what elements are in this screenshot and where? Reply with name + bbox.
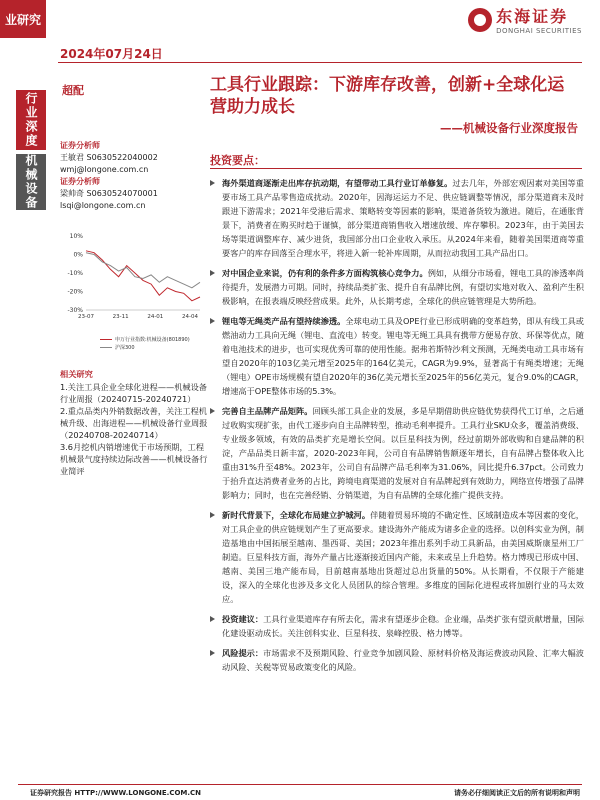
logo-mark-icon — [468, 8, 492, 32]
report-title: 工具行业跟踪：下游库存改善，创新+全球化运营助力成长 — [210, 75, 565, 117]
key-point: 海外渠道商逐渐走出库存抗动期，有望带动工具行业订单修复。过去几年，外部宏观因素对美国等重要市场工具产品零售造成扰动。2020年，因海运运力不足、供应链调整等情况，部分渠道商未及时跟进下游需求；2021年受港后需求、策略转变等因素的影响，渠道备货较为激进。随后，在通胀背景下，消费者在购买时趋于谨慎，部分渠道商销售收入增速放缓、库存攀积。2023年，由于美国去场等渠道调整库存、减少进货，我国部分出口企业收入承压。从2024年来看，随着美国渠道商等重要客户的库存回落至合理水平，将进入新一轮补库周期，从而拉动我国工具产品出口。 — [210, 176, 584, 260]
performance-chart — [60, 228, 205, 358]
key-point: 风险提示：市场需求不及预期风险、行业竞争加剧风险、原材料价格及海运费波动风险、汇率大幅波动风险、关税等贸易政策变化的风险。 — [210, 646, 584, 674]
analyst-role: 证券分析师 — [60, 141, 100, 150]
key-points-divider — [210, 168, 582, 169]
y-tick-label: -30% — [67, 307, 83, 314]
left-side-band — [16, 90, 46, 230]
y-tick-label: 10% — [69, 233, 83, 240]
industry-label: 机械设备 — [16, 154, 46, 210]
x-tick-label: 23-07 — [78, 314, 94, 320]
series-line — [86, 251, 200, 301]
key-point: 对中国企业来说，仍有利的条件多方面构筑核心竞争力。例如，从细分市场看，锂电工具的渗透率尚待提升，发展潜力可期。同时，持续品类扩张、提升自有品牌比例，有望切实地对收入、盈利产生积极影响，在报表端反映经营成果。此外，从长期考虑，全球化的供应链管理是大势所趋。 — [210, 266, 584, 308]
performance-chart-svg — [60, 228, 205, 328]
key-point: 完善自主品牌产品矩阵。回顾头部工具企业的发展，多是早期借助供应链优势获得代工订单，之后通过收购实现扩张，由代工逐步向自主品牌转型，推动毛利率提升。工具行业SKU众多，覆盖消费级、专业级多领域，有效的品类扩充是增长空间。以巨星科技为例，经过前期外部收购和自建品牌的积淀，产品品类日新丰富，2020-2023年间，公司自有品牌销售额逐年增长，自有品牌占整体收入比重由31%升至48%。2023年，公司自有品牌产品毛利率为31.06%，同比提升6.37pct。公司致力于抬升直达消费者业务的占比，跨境电商渠道的发展对自有品牌起到有效助力，网络宣传增强了品牌影响力；同时，也在完善经销、分销渠道，为自有品牌的全球化推广提供支持。 — [210, 404, 584, 502]
chart-legend — [100, 336, 190, 352]
related-research-heading: 相关研究 — [60, 369, 93, 379]
footer-left[interactable]: 证券研究报告 HTTP://WWW.LONGONE.COM.CN — [30, 789, 202, 797]
x-tick-label: 23-11 — [112, 314, 129, 320]
related-item[interactable]: 1.关注工具企业全球化进程——机械设备行业周报（20240715-20240721） — [60, 382, 207, 404]
key-points-heading: 投资要点： — [210, 154, 265, 167]
analyst-name: 梁帅奇 S0630524070001 — [60, 189, 158, 198]
industry-rating: 超配 — [62, 84, 84, 97]
y-tick-label: 0% — [73, 251, 83, 259]
y-tick-label: -10% — [67, 270, 83, 277]
footer-disclaimer: 请务必仔细阅读正文后的所有说明和声明 — [454, 789, 580, 797]
series-line — [86, 253, 200, 288]
key-point: 锂电等无绳类产品有望持续渗透。全球电动工具及OPE行业已形成明确的变革趋势，即从有线工具或燃油动力工具向无绳（锂电、直流电）转变。锂电等无绳工具具有携带方便易存放、环保等优点，随着电池技术的进步，也可实现优秀可靠的使用性能。据弗若斯特沙利文预测，无绳类电动工具市场有望自2020年的103亿美元增至2025年的164亿美元，CAGR为9.9%，显著高于有绳类增速；无绳（锂电）OPE市场规模有望自2020年的36亿美元增长至2025年的56亿美元，复合9.0%的CAGR，增速高于OPE整体市场的5.3%。 — [210, 314, 584, 398]
analyst-list — [60, 140, 200, 212]
key-point: 新时代背景下，全球化布局建立护城河。伴随着贸易环境的不确定性、区域制造成本等因素的变化，对工具企业的供应链规划产生了更高要求。建设海外产能成为诸多企业的选择。以创科实业为例，制造基地由中国拓展至越南、墨西哥、美国；2023年推出系列手动工具新品，由美国威斯康星州工厂制造。巨星科技方面，海外产量占比逐渐接近国内产能，未来或呈上升趋势。格力博现已形成中国、越南、美国三地产能布局，目前越南基地出货超过总出货量的50%。从长期看，不仅限于产能建设，深入的全球化也涉及多文化人员团队的综合管理。多维度的国际化进程或将加剧行业的马太效应。 — [210, 508, 584, 606]
footer-divider — [18, 784, 582, 785]
analyst-email[interactable]: lsqi@longone.com.cn — [60, 201, 146, 210]
key-points-list — [210, 176, 584, 680]
legend-item: 申万行业指数:机械设备(801890) — [100, 336, 190, 344]
x-tick-label: 24-01 — [147, 314, 164, 320]
key-point: 投资建议：工具行业渠道库存有所去化，需求有望逐步企稳。企业端，品类扩张有望贡献增量，国际化建设驱动成长。关注创科实业、巨星科技、泉峰控股、格力博等。 — [210, 612, 584, 640]
y-tick-label: -20% — [67, 288, 83, 296]
report-type-label: 行业深度 — [16, 90, 46, 150]
company-logo — [468, 4, 582, 35]
analyst-role: 证券分析师 — [60, 177, 100, 186]
related-item[interactable]: 3.6月挖机内销增速优于市场预期，工程机械景气度持续边际改善——机械设备行业简评 — [60, 442, 208, 476]
report-date: 2024年07月24日 — [60, 47, 163, 61]
x-tick-label: 24-04 — [182, 314, 198, 320]
related-item[interactable]: 2.重点品类内外销数据改善，关注工程机械升级、出海进程——机械设备行业周报（20240708-20240714） — [60, 406, 208, 440]
logo-name-en: DONGHAI SECURITIES — [496, 27, 582, 35]
header-divider — [58, 62, 582, 63]
report-category-tag: 业研究 — [0, 0, 46, 38]
analyst-name: 王敏君 S0630522040002 — [60, 153, 158, 162]
analyst-entry — [60, 140, 200, 176]
analyst-entry — [60, 176, 200, 212]
report-subtitle: ——机械设备行业深度报告 — [440, 121, 578, 135]
legend-item: 沪深300 — [100, 344, 190, 352]
analyst-email[interactable]: wmj@longone.com.cn — [60, 165, 149, 174]
logo-name-cn: 东海证券 — [496, 7, 569, 26]
related-research — [60, 368, 208, 477]
